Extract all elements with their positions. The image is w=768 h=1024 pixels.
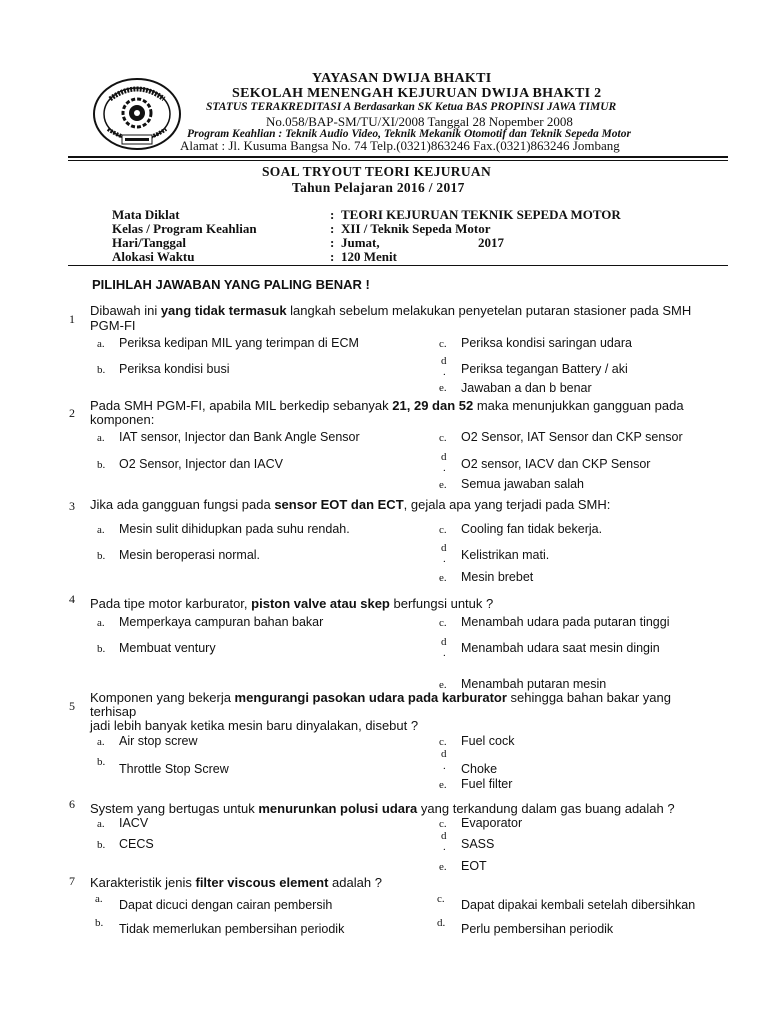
info-label: Alokasi Waktu — [112, 249, 195, 264]
option-text: O2 Sensor, IAT Sensor dan CKP sensor — [461, 430, 683, 444]
option-letter: b. — [97, 643, 106, 655]
question-number: 7 — [69, 874, 75, 888]
option-text: Semua jawaban salah — [461, 477, 584, 491]
option-letter: d. — [437, 917, 446, 929]
letterhead-divider — [68, 156, 728, 158]
question-text: System yang bertugas untuk menurunkan polusi udara yang terkandung dalam gas buang adalah ? — [90, 801, 675, 816]
option-letter-dot: . — [443, 553, 446, 565]
question-number: 1 — [69, 312, 75, 326]
question-text: Pada tipe motor karburator, piston valve atau skep berfungsi untuk ? — [90, 596, 494, 611]
option-text: SASS — [461, 837, 495, 851]
option-letter-dot: . — [443, 462, 446, 474]
info-value: TEORI KEJURUAN TEKNIK SEPEDA MOTOR — [341, 207, 621, 222]
option-text: Menambah putaran mesin — [461, 677, 607, 691]
question-text: Komponen yang bekerja mengurangi pasokan udara pada karburator sehingga bahan bakar yang — [90, 690, 671, 705]
option-text: Menambah udara pada putaran tinggi — [461, 615, 670, 629]
school-name: SEKOLAH MENENGAH KEJURUAN DWIJA BHAKTI 2 — [232, 86, 602, 101]
option-letter: a. — [97, 736, 105, 748]
option-letter: b. — [97, 839, 106, 851]
option-text: Air stop screw — [119, 734, 198, 748]
info-label: Kelas / Program Keahlian — [112, 221, 257, 236]
question-text: Pada SMH PGM-FI, apabila MIL berkedip sebanyak 21, 29 dan 52 maka menunjukkan gangguan pada — [90, 398, 684, 413]
option-letter: c. — [439, 524, 447, 536]
option-letter: a. — [97, 338, 105, 350]
option-text: Mesin beroperasi normal. — [119, 548, 261, 562]
question-number: 5 — [69, 699, 75, 713]
instruction: PILIHLAH JAWABAN YANG PALING BENAR ! — [92, 277, 370, 292]
option-letter: b. — [97, 459, 106, 471]
school-address: Alamat : Jl. Kusuma Bangsa No. 74 Telp.(0321)863246 Fax.(0321)863246 Jombang — [180, 138, 620, 153]
option-text: O2 Sensor, Injector dan IACV — [119, 457, 283, 471]
option-letter: b. — [95, 917, 104, 929]
program-list: Program Keahlian : Teknik Audio Video, Teknik Mekanik Otomotif dan Teknik Sepeda Motor — [187, 128, 631, 140]
option-letter: e. — [439, 572, 447, 584]
option-text: EOT — [461, 859, 487, 873]
option-letter: c. — [439, 617, 447, 629]
info-separator: : — [330, 221, 335, 236]
info-value-year: 2017 — [478, 235, 504, 250]
info-separator: : — [330, 235, 335, 250]
option-letter: c. — [439, 432, 447, 444]
option-letter: e. — [439, 479, 447, 491]
info-divider — [68, 265, 728, 266]
option-text: Mesin sulit dihidupkan pada suhu rendah. — [119, 522, 350, 536]
question-text: Karakteristik jenis filter viscous element adalah ? — [90, 875, 382, 890]
option-text: IAT sensor, Injector dan Bank Angle Sensor — [119, 430, 360, 444]
option-text: Fuel filter — [461, 777, 513, 791]
option-text: Periksa kedipan MIL yang terimpan di ECM — [119, 336, 359, 350]
option-letter: a. — [97, 432, 105, 444]
option-text: Mesin brebet — [461, 570, 534, 584]
option-text: Kelistrikan mati. — [461, 548, 550, 562]
question-text-line2: terhisap — [90, 704, 137, 719]
option-letter: c. — [439, 818, 447, 830]
option-text: Periksa kondisi saringan udara — [461, 336, 632, 350]
option-letter-dot: . — [443, 366, 446, 378]
option-text: Menambah udara saat mesin dingin — [461, 641, 660, 655]
option-text: CECS — [119, 837, 154, 851]
option-text: Membuat ventury — [119, 641, 216, 655]
question-text-line2: komponen: — [90, 412, 155, 427]
option-text: Memperkaya campuran bahan bakar — [119, 615, 324, 629]
option-text: Periksa kondisi busi — [119, 362, 230, 376]
doc-year: Tahun Pelajaran 2016 / 2017 — [292, 180, 465, 195]
option-letter: e. — [439, 861, 447, 873]
option-letter: c. — [439, 736, 447, 748]
info-label: Mata Diklat — [112, 207, 180, 222]
info-value: 120 Menit — [341, 249, 397, 264]
option-letter: b. — [97, 550, 106, 562]
question-text-line2: PGM-FI — [90, 318, 136, 333]
option-letter: e. — [439, 382, 447, 394]
info-separator: : — [330, 207, 335, 222]
option-text: Jawaban a dan b benar — [461, 381, 592, 395]
option-letter: d — [441, 636, 447, 648]
question-number: 3 — [69, 499, 75, 513]
option-text: O2 sensor, IACV dan CKP Sensor — [461, 457, 651, 471]
question-number: 4 — [69, 592, 75, 606]
option-text: Fuel cock — [461, 734, 515, 748]
option-letter: b. — [97, 756, 106, 768]
info-separator: : — [330, 249, 335, 264]
option-letter: b. — [97, 364, 106, 376]
accreditation-status: STATUS TERAKREDITASI A Berdasarkan SK Ketua BAS PROPINSI JAWA TIMUR — [206, 101, 617, 113]
option-letter: d — [441, 830, 447, 842]
option-text: IACV — [119, 816, 149, 830]
question-text: Dibawah ini yang tidak termasuk langkah sebelum melakukan penyetelan putaran stasioner pada SMH — [90, 303, 692, 318]
option-text: Choke — [461, 762, 498, 776]
option-letter: d — [441, 748, 447, 760]
option-text: Evaporator — [461, 816, 523, 830]
question-text-line3: jadi lebih banyak ketika mesin baru dinyalakan, disebut ? — [90, 718, 419, 733]
question-number: 6 — [69, 797, 75, 811]
doc-title: SOAL TRYOUT TEORI KEJURUAN — [262, 164, 492, 179]
option-letter: c. — [439, 338, 447, 350]
option-text: Perlu pembersihan periodik — [461, 922, 614, 936]
option-letter: d — [441, 542, 447, 554]
option-letter: a. — [97, 818, 105, 830]
info-label: Hari/Tanggal — [112, 235, 186, 250]
option-letter-dot: . — [443, 760, 446, 772]
option-letter: a. — [97, 524, 105, 536]
option-text: Throttle Stop Screw — [119, 762, 229, 776]
option-text: Periksa tegangan Battery / aki — [461, 362, 628, 376]
accreditation-number: No.058/BAP-SM/TU/XI/2008 Tanggal 28 Nopember 2008 — [266, 114, 573, 129]
option-letter: e. — [439, 779, 447, 791]
option-text: Cooling fan tidak bekerja. — [461, 522, 603, 536]
option-letter: d — [441, 355, 447, 367]
question-text: Jika ada gangguan fungsi pada sensor EOT dan ECT, gejala apa yang terjadi pada SMH: — [90, 497, 611, 512]
option-letter: d — [441, 451, 447, 463]
option-letter-dot: . — [443, 647, 446, 659]
info-value: Jumat, — [341, 235, 380, 250]
option-letter: a. — [95, 893, 103, 905]
foundation-name: YAYASAN DWIJA BHAKTI — [312, 71, 492, 86]
question-number: 2 — [69, 406, 75, 420]
letterhead-divider-thin — [68, 160, 728, 161]
option-letter-dot: . — [443, 841, 446, 853]
option-text: Dapat dicuci dengan cairan pembersih — [119, 898, 333, 912]
school-logo — [92, 77, 182, 151]
option-letter: a. — [97, 617, 105, 629]
option-text: Tidak memerlukan pembersihan periodik — [119, 922, 345, 936]
option-letter: c. — [437, 893, 445, 905]
option-text: Dapat dipakai kembali setelah dibersihkan — [461, 898, 696, 912]
option-letter: e. — [439, 679, 447, 691]
info-value: XII / Teknik Sepeda Motor — [341, 221, 491, 236]
